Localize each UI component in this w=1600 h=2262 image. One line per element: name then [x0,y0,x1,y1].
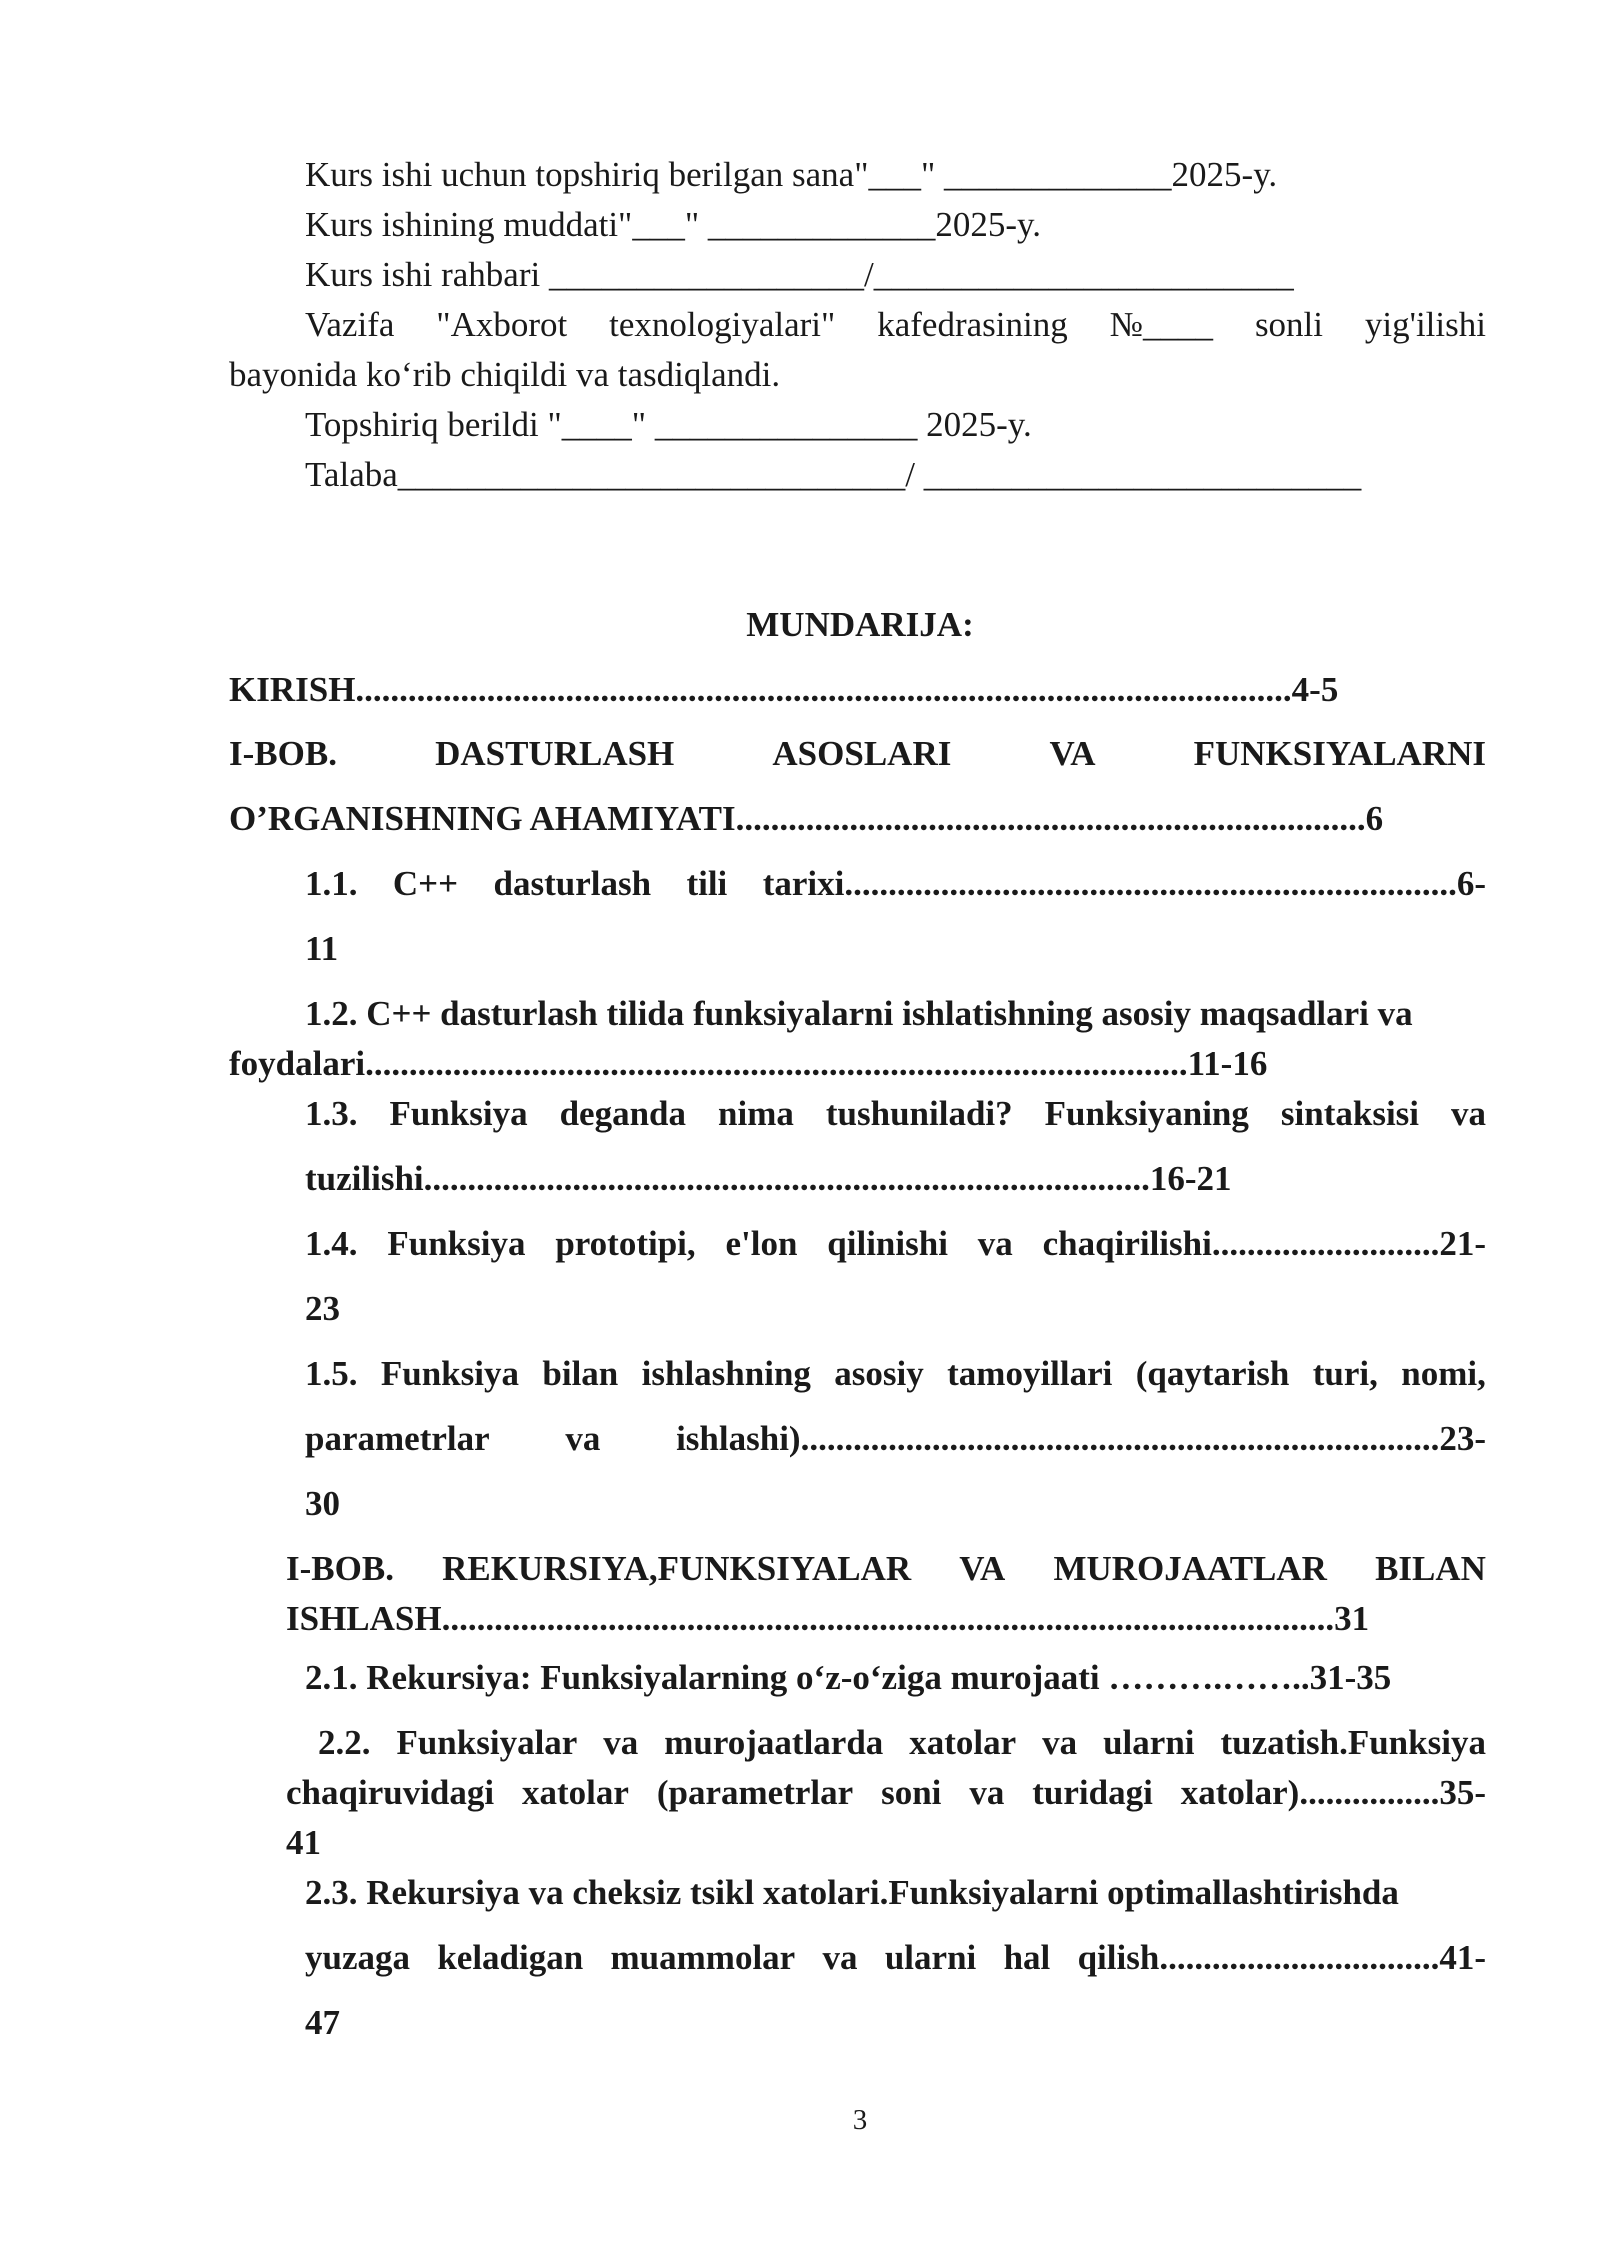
toc-entry-chapter-1 [229,729,1486,779]
word: nima [718,1094,794,1133]
supervisor-line: Kurs ishi rahbari __________________/________________________ [305,255,1294,294]
word: Funksiyaning [1044,1094,1249,1133]
word: Funksiyalar [396,1723,578,1762]
word: Funksiya [389,1094,528,1133]
toc-entry-chapter-1-cont: O’RGANISHNING AHAMIYATI........................................................................6 [229,799,1384,838]
word: murojaatlarda [664,1723,884,1762]
toc-entry-2-3: 2.3. Rekursiya va cheksiz tsikl xatolari.Funksiyalarni optimallashtirishda [305,1873,1399,1912]
word: turi, [1312,1354,1378,1393]
word: sintaksisi [1280,1094,1420,1133]
word: №____ [1109,305,1214,344]
word: yig'ilishi [1364,305,1486,344]
word: yuzaga [305,1938,410,1977]
word: 1.3. [305,1094,358,1133]
assignment-deadline-line: Kurs ishining muddati"___" _____________2025-y. [305,205,1042,244]
word: va [603,1723,639,1762]
word: bilan [542,1354,619,1393]
word: asosiy [834,1354,924,1393]
word: tamoyillari [947,1354,1113,1393]
student-line: Talaba_____________________________/ _________________________ [305,455,1362,494]
word: soni [881,1773,942,1812]
word: tili [686,864,728,903]
word: va [969,1773,1005,1812]
word: muammolar [610,1938,796,1977]
toc-entry-1-5-cont [305,1414,1486,1464]
word: MUROJAATLAR [1053,1549,1327,1588]
word: FUNKSIYALARNI [1193,734,1486,773]
word: VA [959,1549,1006,1588]
word: deganda [559,1094,687,1133]
word: ularni [884,1938,977,1977]
toc-entry-2-2-cont [286,1768,1486,1818]
toc-entry-1-1-cont: 11 [305,929,339,968]
word: tarixi......................................................................6- [762,864,1486,903]
toc-entry-2-3-cont [305,1933,1486,1983]
word: C++ [392,864,459,903]
word: REKURSIYA,FUNKSIYALAR [442,1549,912,1588]
toc-entry-2-3-cont-2: 47 [305,2003,340,2042]
word: VA [1049,734,1096,773]
word: hal [1003,1938,1051,1977]
word: e'lon [725,1224,798,1263]
word: nomi, [1401,1354,1486,1393]
word: ishlashning [641,1354,811,1393]
word: I-BOB. [229,734,337,773]
toc-entry-1-2: 1.2. C++ dasturlash tilida funksiyalarni ishlatishning asosiy maqsadlari va [305,994,1413,1033]
word: (qaytarish [1135,1354,1290,1393]
word: turidagi [1032,1773,1153,1812]
toc-entry-kirish: KIRISH...........................................................................................................4-5 [229,670,1339,709]
word: va [977,1224,1013,1263]
word: keladigan [437,1938,584,1977]
word: parametrlar [305,1419,490,1458]
word: kafedrasining [877,305,1068,344]
word: ishlashi).........................................................................23- [676,1419,1486,1458]
department-approval-line [305,300,1486,350]
word: 2.2. [318,1723,371,1762]
word: xatolar)................35- [1180,1773,1486,1812]
toc-entry-1-2-cont: foydalari..............................................................................................11-16 [229,1044,1268,1083]
word: 1.4. [305,1224,358,1263]
word: DASTURLASH [435,734,675,773]
word: Vazifa [305,305,395,344]
toc-entry-2-1: 2.1. Rekursiya: Funksiyalarning o‘z-o‘ziga murojaati ……….……..31-35 [305,1658,1392,1697]
toc-entry-chapter-2-cont: ISHLASH......................................................................................................31 [286,1599,1370,1638]
toc-entry-chapter-2 [286,1544,1486,1594]
word: xatolar [522,1773,629,1812]
word: xatolar [909,1723,1017,1762]
toc-entry-2-2-cont-2: 41 [286,1823,321,1862]
word: qilinishi [827,1224,948,1263]
word: tushuniladi? [825,1094,1013,1133]
word: texnologiyalari" [609,305,836,344]
word: 1.5. [305,1354,358,1393]
word: Funksiya [380,1354,519,1393]
toc-entry-1-5 [305,1349,1486,1399]
word: ASOSLARI [772,734,952,773]
assignment-given-line: Topshiriq berildi "____" _______________ 2025-y. [305,405,1032,444]
word: chaqiruvidagi [286,1773,495,1812]
word: dasturlash [493,864,652,903]
toc-entry-1-4-cont: 23 [305,1289,340,1328]
toc-entry-1-4 [305,1219,1486,1269]
word: va [1451,1094,1486,1133]
toc-entry-2-2 [318,1718,1486,1768]
word: prototipi, [555,1224,696,1263]
word: "Axborot [436,305,568,344]
word: chaqirilishi..........................21- [1042,1224,1486,1263]
word: sonli [1254,305,1324,344]
word: va [822,1938,858,1977]
word: Funksiya [387,1224,526,1263]
word: I-BOB. [286,1549,394,1588]
page-number: 3 [852,2104,868,2136]
word: qilish................................41- [1077,1938,1486,1977]
toc-heading: MUNDARIJA: [746,605,974,644]
word: 1.1. [305,864,358,903]
toc-entry-1-1 [305,859,1486,909]
word: BILAN [1375,1549,1486,1588]
assignment-date-line: Kurs ishi uchun topshiriq berilgan sana"___" _____________2025-y. [305,155,1278,194]
word: va [1042,1723,1078,1762]
department-approval-line-2: bayonida ko‘rib chiqildi va tasdiqlandi. [229,355,781,394]
word: va [565,1419,601,1458]
word: tuzatish.Funksiya [1220,1723,1486,1762]
toc-entry-1-3 [305,1089,1486,1139]
word: ularni [1103,1723,1195,1762]
toc-entry-1-3-cont: tuzilishi...................................................................................16-21 [305,1159,1232,1198]
toc-entry-1-5-cont-2: 30 [305,1484,340,1523]
word: (parametrlar [656,1773,854,1812]
